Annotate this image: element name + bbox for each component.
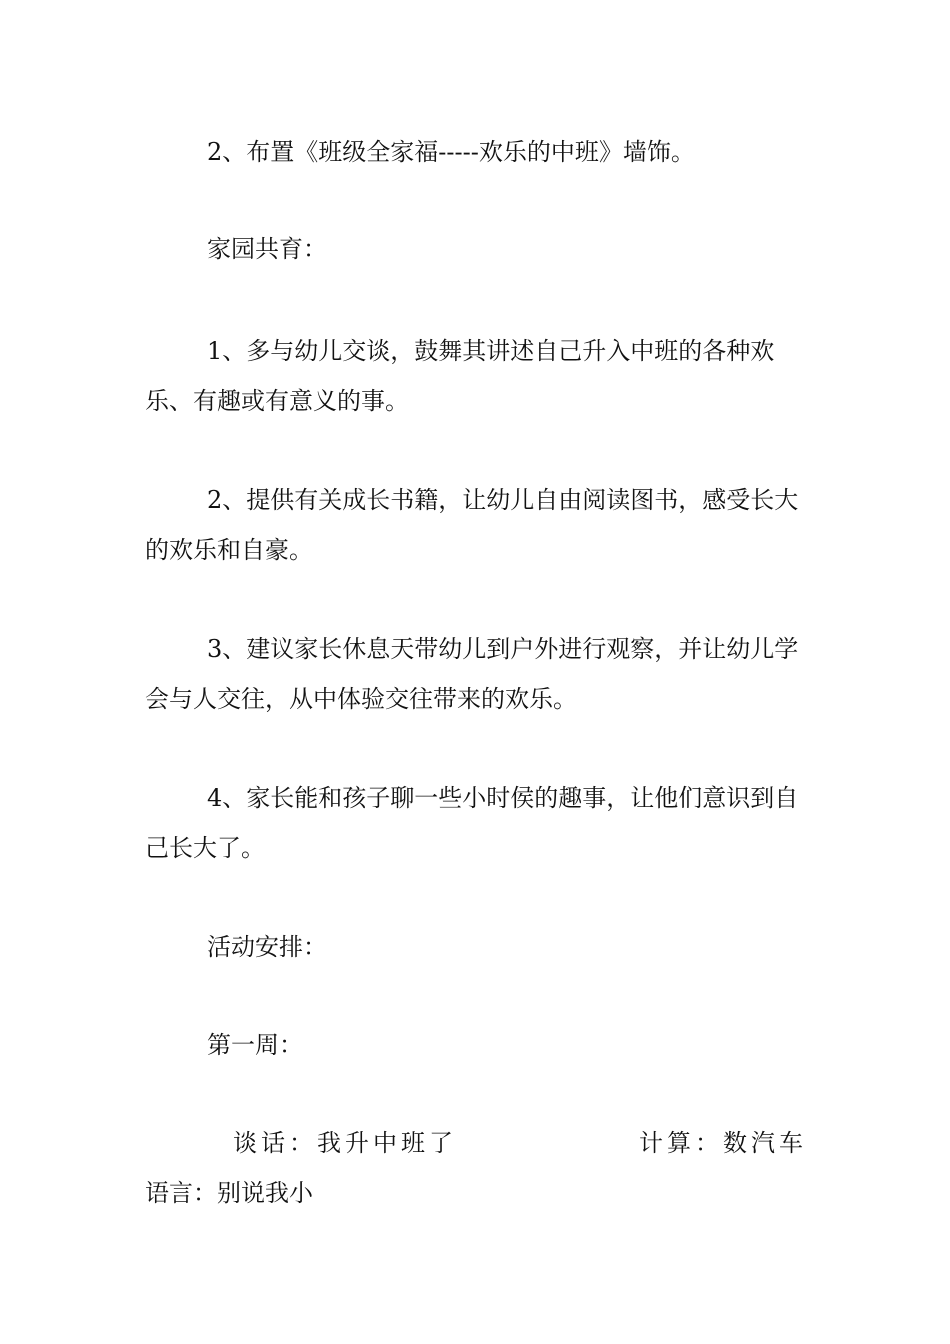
paragraph-home-3: 3、建议家长休息天带幼儿到户外进行观察，并让幼儿学会与人交往，从中体验交往带来的欢乐。 [145,635,799,713]
heading-home-school: 家园共育： [207,235,327,263]
week1-talk-activity: 谈话：我升中班了 [233,1129,457,1157]
week1-math-activity: 计算：数汽车 [639,1129,807,1157]
heading-activities: 活动安排： [207,933,327,961]
paragraph-home-1: 1、多与幼儿交谈，鼓舞其讲述自己升入中班的各种欢乐、有趣或有意义的事。 [145,337,775,415]
heading-week-1: 第一周： [207,1031,303,1059]
week1-activity-row [145,1118,807,1168]
paragraph-wall-decoration: 2、布置《班级全家福-----欢乐的中班》墙饰。 [207,138,695,166]
week1-language-activity: 语言：别说我小 [145,1179,313,1207]
paragraph-home-4: 4、家长能和孩子聊一些小时侯的趣事，让他们意识到自己长大了。 [145,784,799,862]
paragraph-home-2: 2、提供有关成长书籍，让幼儿自由阅读图书，感受长大的欢乐和自豪。 [145,486,799,564]
